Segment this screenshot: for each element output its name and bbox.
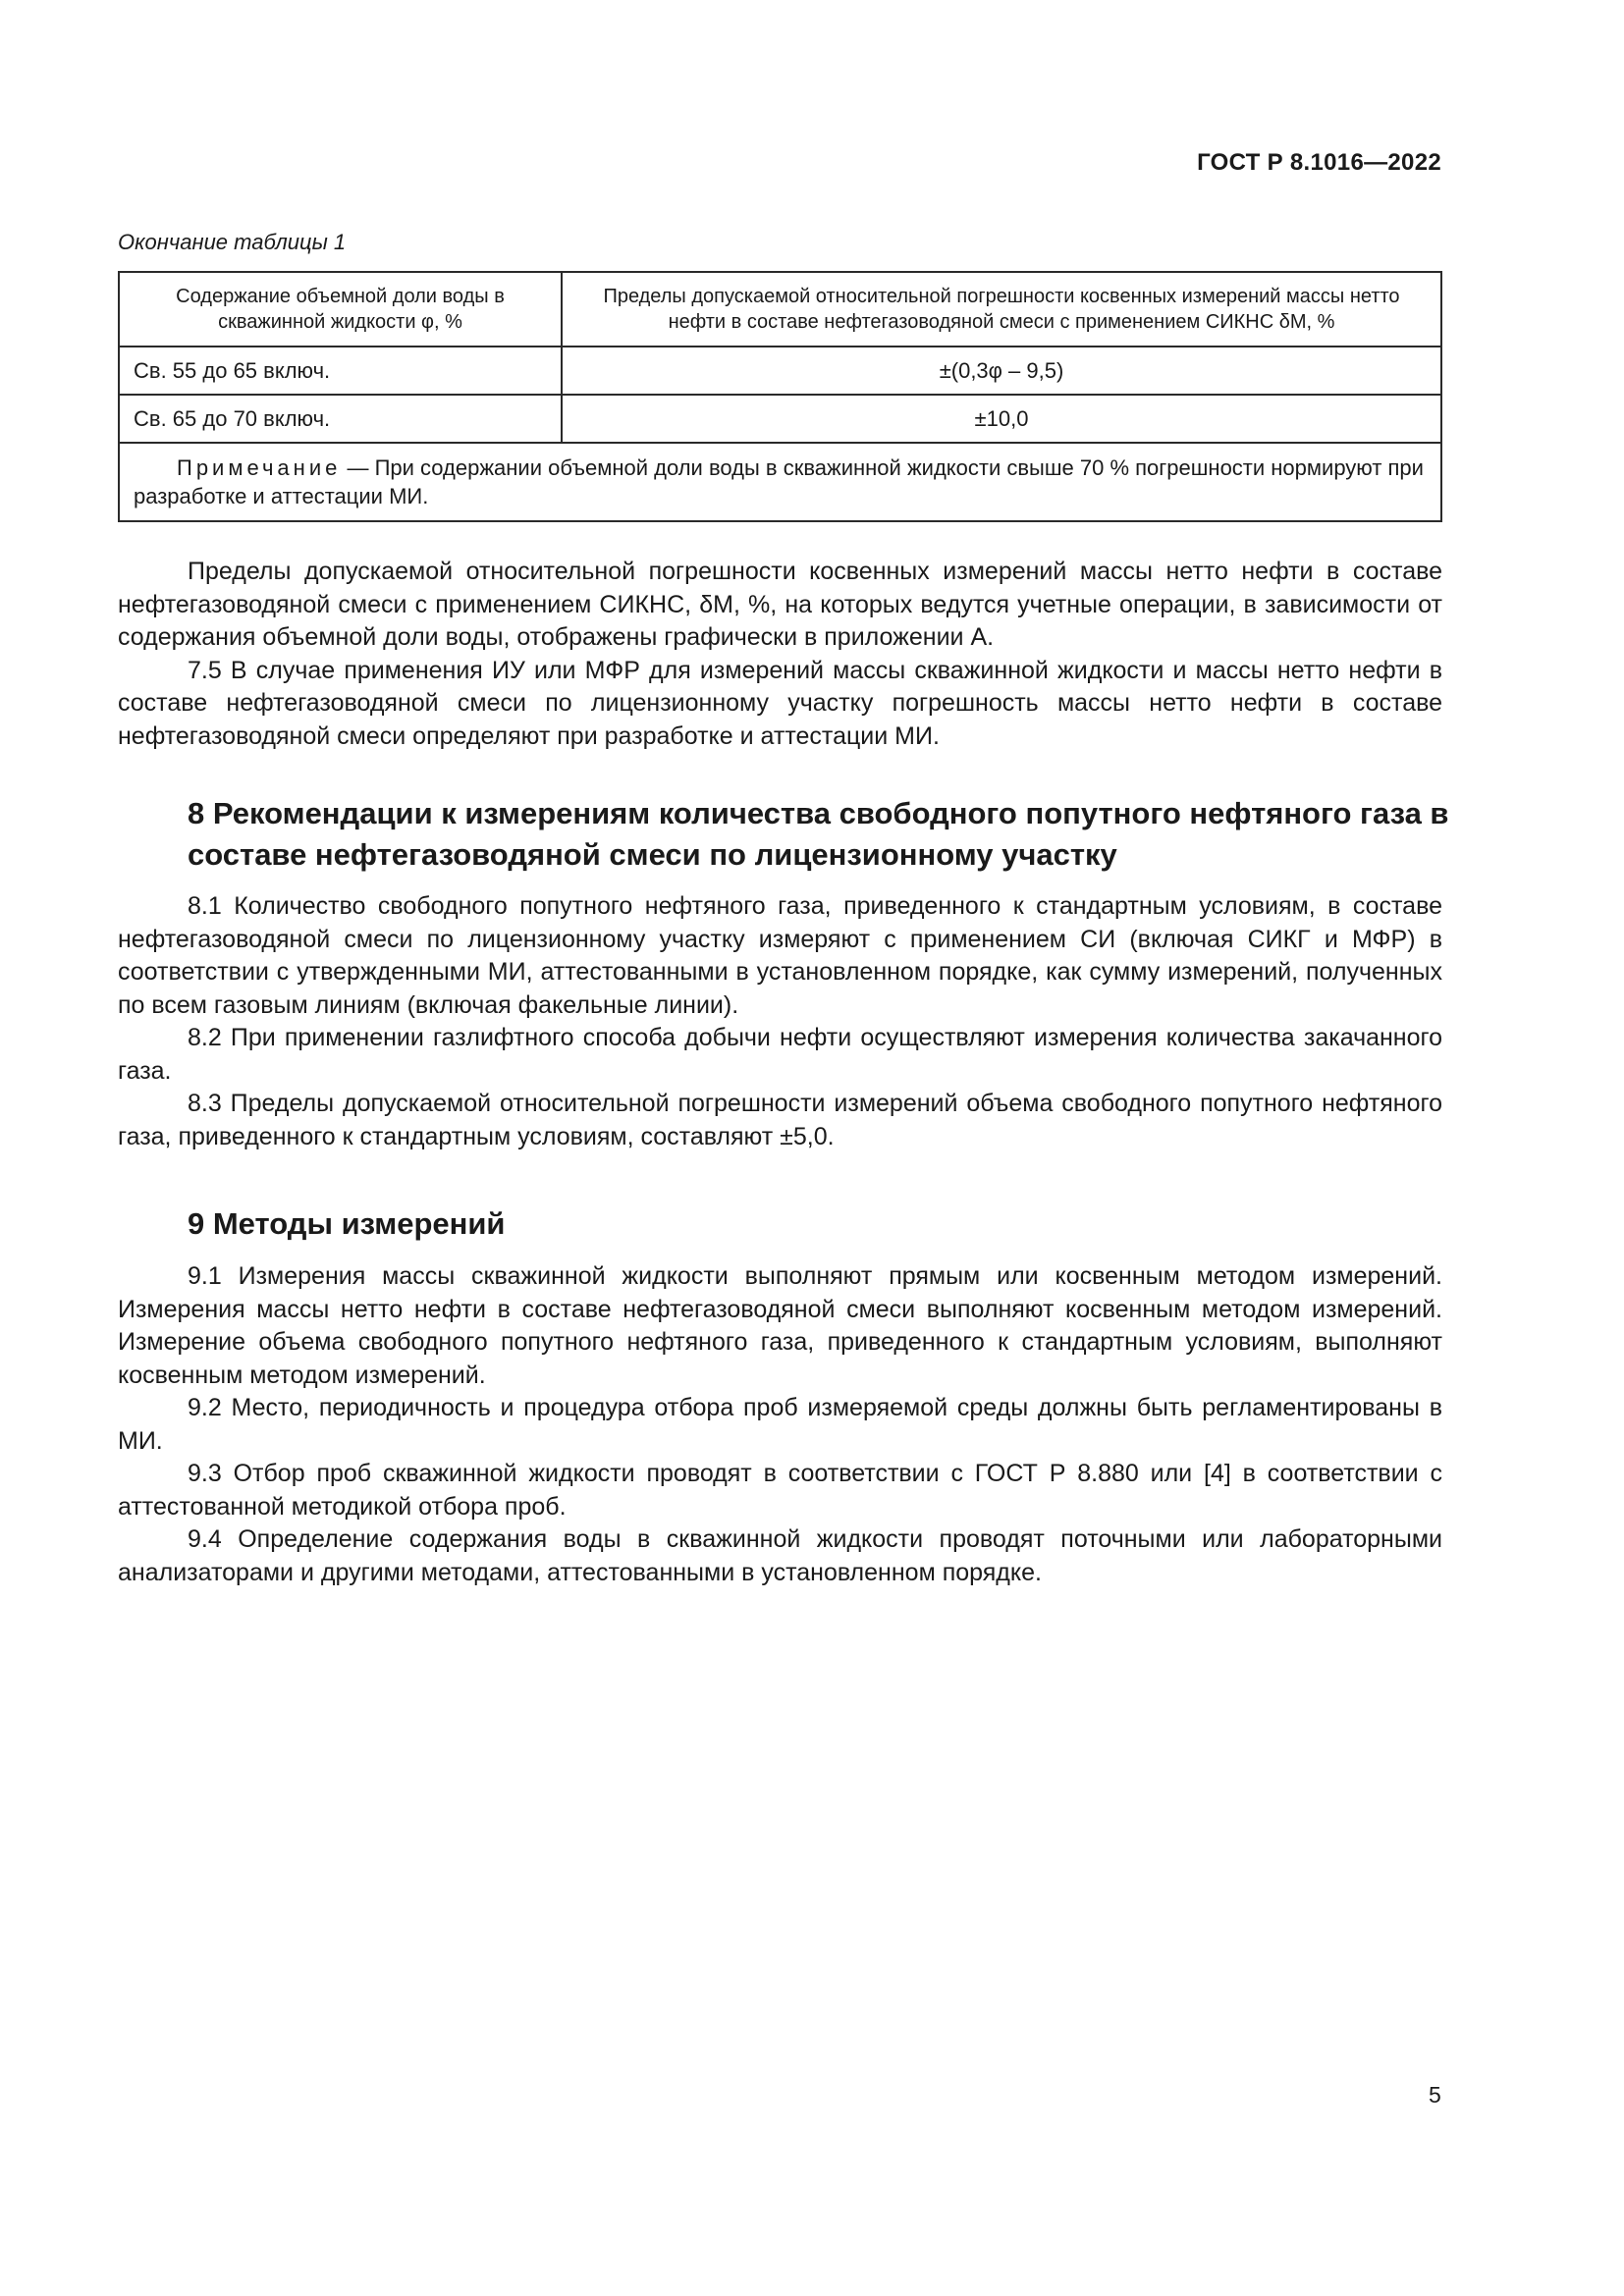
table-note	[119, 443, 1441, 521]
section-9-heading: 9 Методы измерений	[188, 1206, 506, 1241]
cell-range: Св. 65 до 70 включ.	[119, 395, 562, 443]
cell-value: ±10,0	[562, 395, 1441, 443]
table-row	[119, 347, 1441, 395]
water-content-table	[118, 271, 1442, 522]
table-note-row	[119, 443, 1441, 521]
paragraph: 9.3 Отбор проб скважинной жидкости проводят в соответствии с ГОСТ Р 8.880 или [4] в соответствии с аттестованной методикой отбора проб.	[118, 1460, 1442, 1521]
paragraph: 7.5 В случае применения ИУ или МФР для измерений массы скважинной жидкости и массы нетто нефти в составе нефтегазоводяной смеси по лицензионному участку погрешность массы нетто нефти в составе нефтегазоводяной смеси определяют при разработке и аттестации МИ.	[118, 656, 1442, 750]
paragraph: 8.3 Пределы допускаемой относительной погрешности измерений объема свободного попутного нефтяного газа, приведенного к стандартным условиям, составляют ±5,0.	[118, 1090, 1442, 1150]
page-number: 5	[1429, 2082, 1441, 2108]
paragraph: 9.4 Определение содержания воды в скважинной жидкости проводят поточными или лабораторными анализаторами и другими методами, аттестованными в установленном порядке.	[118, 1525, 1442, 1586]
table-header-row	[119, 272, 1441, 347]
paragraph: 9.2 Место, периодичность и процедура отбора проб измеряемой среды должны быть регламентированы в МИ.	[118, 1394, 1442, 1455]
table-caption: Окончание таблицы 1	[118, 230, 347, 254]
text-block-7	[118, 556, 1442, 753]
paragraph: 8.1 Количество свободного попутного нефтяного газа, приведенного к стандартным условиям, в составе нефтегазоводяной смеси по лицензионному участку измеряют с применением СИ (включая СИКГ и МФР) в соответствии с утвержденными МИ, аттестованными в установленном порядке, как сумму измерений, полученных по всем газовым линиям (включая факельные линии).	[118, 892, 1442, 1019]
col-header-water-fraction: Содержание объемной доли воды в скважинной жидкости φ, %	[119, 272, 562, 347]
paragraph: 9.1 Измерения массы скважинной жидкости выполняют прямым или косвенным методом измерений. Измерения массы нетто нефти в составе нефтегазоводяной смеси выполняют косвенным методом измерений. Измерение объема свободного попутного нефтяного газа, приведенного к стандартным условиям, выполняют косвенным методом измерений.	[118, 1262, 1442, 1389]
paragraph: Пределы допускаемой относительной погрешности косвенных измерений массы нетто нефти в составе нефтегазоводяной смеси с применением СИКНС, δM, %, на которых ведутся учетные операции, в зависимости от содержания объемной доли воды, отображены графически в приложении А.	[118, 558, 1442, 651]
text-block-8	[118, 890, 1442, 1153]
document-code: ГОСТ Р 8.1016—2022	[1197, 149, 1441, 176]
paragraph: 8.2 При применении газлифтного способа добычи нефти осуществляют измерения количества закачанного газа.	[118, 1024, 1442, 1085]
cell-value: ±(0,3φ – 9,5)	[562, 347, 1441, 395]
table-row	[119, 395, 1441, 443]
text-block-9	[118, 1260, 1442, 1589]
cell-range: Св. 55 до 65 включ.	[119, 347, 562, 395]
col-header-error-limits: Пределы допускаемой относительной погрешности косвенных измерений массы нетто нефти в составе нефтегазоводяной смеси с применением СИКНС δM, %	[562, 272, 1441, 347]
note-text: — При содержании объемной доли воды в скважинной жидкости свыше 70 % погрешности нормируют при разработке и аттестации МИ.	[134, 455, 1424, 508]
note-label: Примечание	[177, 455, 342, 480]
section-8-heading: 8 Рекомендации к измерениям количества свободного попутного нефтяного газа в составе нефтегазоводяной смеси по лицензионному участку	[188, 796, 1449, 872]
